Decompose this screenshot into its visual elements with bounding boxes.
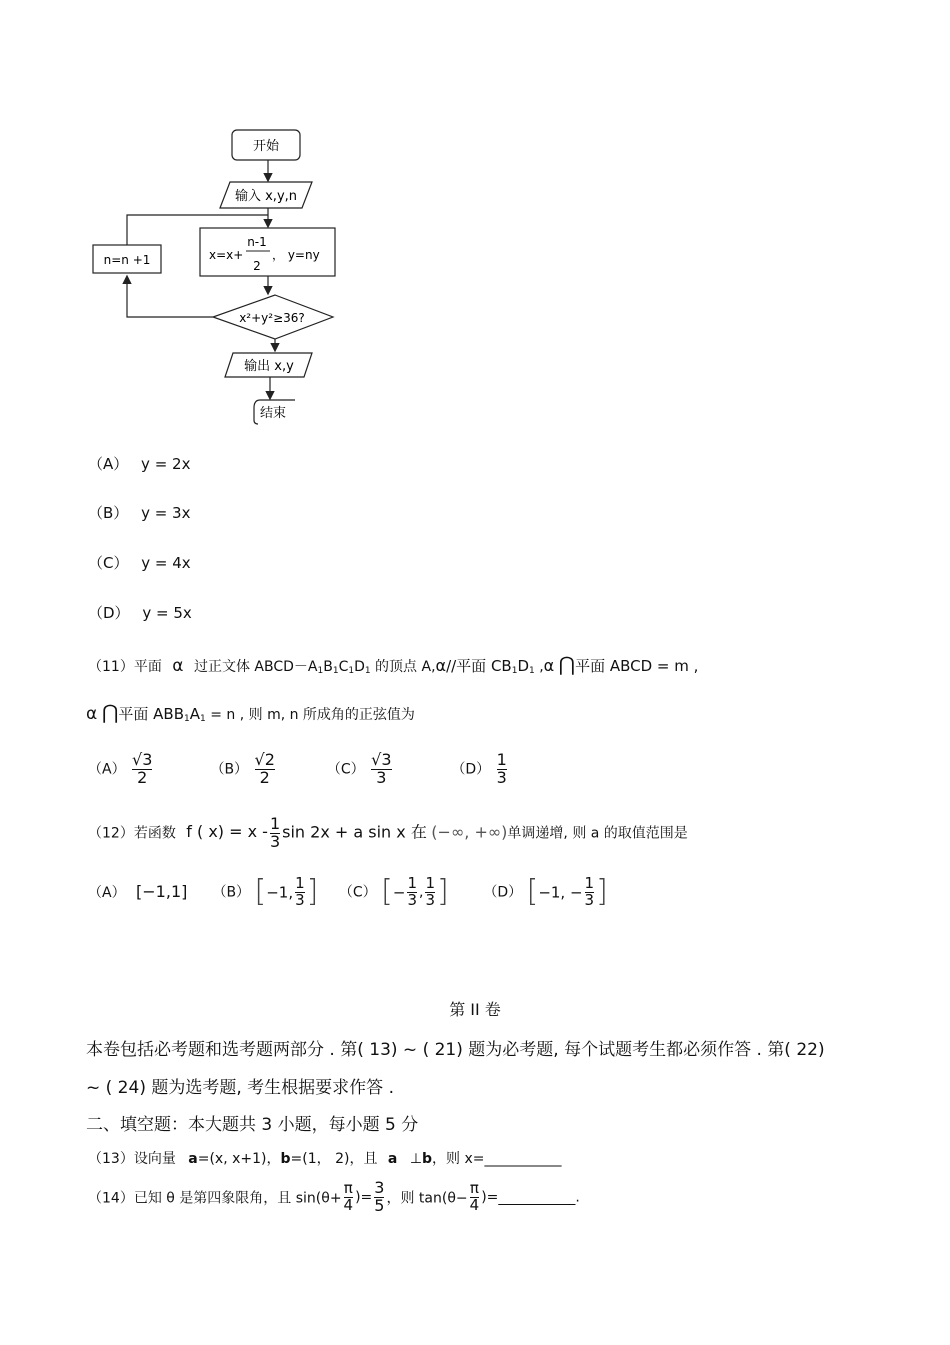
perp-symbol: ⊥ [409, 1151, 423, 1167]
q10-option-b [88, 502, 190, 523]
alpha-symbol: α [435, 656, 447, 675]
part2-intro-line2: ~ ( 24) 题为选考题, 考生根据要求作答 . [86, 1078, 394, 1098]
option-text: y = 4x [141, 554, 191, 572]
q11-text-b: 过正文体 ABCD－A [193, 659, 318, 675]
q11-option-d [451, 752, 531, 787]
option-value: [−1,1] [136, 882, 188, 902]
option-label: （D） [451, 761, 491, 778]
q10-option-c [88, 552, 191, 573]
sub-1: 1 [364, 666, 371, 676]
q14-eq: )= [355, 1189, 373, 1206]
alpha-symbol: α [172, 656, 184, 676]
q13-mid1: =(x, x+1)， [197, 1151, 281, 1167]
option-text: y = 3x [141, 504, 191, 522]
q14-mid: ，则 tan(θ− [386, 1190, 468, 1207]
q11-line2-c: = n , 则 m, n 所成角的正弦值为 [205, 707, 415, 723]
option-label: （C） [338, 884, 377, 901]
sub-1: 1 [348, 666, 355, 676]
q12-option-b: （B） [−1, $\frac{1}{3}$ ] [212, 874, 319, 910]
q12-option-a [88, 882, 208, 902]
q11-text-h: D [517, 657, 530, 675]
q11-option-a [88, 752, 206, 787]
q11-text-f: 的顶点 A, [375, 659, 436, 675]
q13-prefix: （13）设向量 [88, 1151, 176, 1167]
q11-text-c: B [323, 659, 333, 675]
vector-a: a [188, 1151, 198, 1167]
fraction: $\frac{√2}{2}$ [254, 750, 275, 787]
part2-title: 第 II 卷 [449, 1000, 501, 1019]
option-value: −1, − [538, 883, 583, 902]
sub-1: 1 [529, 666, 535, 676]
q13 [88, 1148, 562, 1168]
alpha-symbol: α [86, 704, 98, 724]
q12-stem [88, 816, 688, 851]
vector-b: b [422, 1151, 433, 1167]
cap-symbol: ⋂ [558, 652, 576, 676]
q14-suffix: )=___________. [481, 1189, 580, 1206]
option-label: （B） [210, 761, 249, 778]
option-text: y = 5x [142, 604, 192, 622]
q11-line2 [86, 700, 415, 724]
q11-option-c [327, 752, 447, 787]
fraction: $\frac{√3}{2}$ [132, 750, 153, 787]
q11-text-j: 平面 ABCD = m , [575, 657, 699, 675]
q10-option-d [88, 602, 192, 623]
alpha-symbol: α [543, 656, 555, 675]
q11-text-e: D [354, 659, 365, 675]
fraction: $\frac{1}{3}$ [407, 874, 417, 909]
option-label: （A） [88, 455, 129, 473]
flow-input-text: 输入 x,y,n [234, 189, 298, 204]
q13-mid2: =(1， 2)，且 [290, 1151, 378, 1167]
fraction: $\frac{\pi}{4}$ [469, 1179, 480, 1214]
fraction: $\frac{\pi}{4}$ [343, 1179, 354, 1214]
sub-1: 1 [332, 666, 339, 676]
q12-suffix: 单调递增, 则 a 的取值范围是 [507, 825, 688, 842]
q11-options [88, 752, 531, 787]
flow-start-text: 开始 [252, 139, 280, 154]
section-heading: 二、填空题：本大题共 3 小题，每小题 5 分 [86, 1115, 419, 1135]
q11-text-d: C [338, 659, 349, 675]
q12-option-c: （C） [− $\frac{1}{3}$ , $\frac{1}{3}$ ] [338, 874, 449, 910]
option-label: （C） [88, 554, 129, 572]
option-value: − [392, 883, 406, 902]
q12-options [88, 876, 613, 909]
flow-cond-text: x²+y²≥36? [239, 311, 305, 325]
option-value: −1, [266, 883, 294, 902]
fraction: $\frac{3}{5}$ [374, 1178, 385, 1215]
flow-loop-text: n=n +1 [103, 253, 151, 267]
fraction: $\frac{1}{3}$ [425, 874, 435, 909]
q14-prefix: （14）已知 θ 是第四象限角，且 sin(θ+ [88, 1190, 342, 1207]
q13-suffix: ，则 x=___________ [432, 1151, 562, 1167]
option-label: （A） [88, 885, 126, 902]
q12-func-a: f ( x) = x - [186, 822, 268, 842]
q12-option-d: （D） [−1, − $\frac{1}{3}$ ] [483, 874, 608, 910]
option-text: y = 2x [141, 455, 191, 473]
cap-symbol: ⋂ [102, 700, 119, 724]
q11-text-g: //平面 CB [446, 657, 512, 675]
sub-1: 1 [317, 666, 324, 676]
vector-a: a [387, 1151, 398, 1167]
q12-func-b: sin 2x + a sin x 在 [282, 822, 427, 842]
q11-text-i: , [534, 659, 544, 675]
q11-line2-b: A [189, 705, 201, 723]
flow-process-x: x=x+ [209, 248, 244, 262]
flowchart [80, 120, 360, 430]
vector-b: b [280, 1151, 291, 1167]
fraction: $\frac{1}{3}$ [584, 874, 595, 909]
flow-process-y: ， y=ny [272, 248, 320, 262]
sub-1: 1 [184, 714, 190, 724]
option-label: （B） [212, 884, 251, 901]
sub-1: 1 [511, 666, 518, 676]
option-label: （D） [88, 604, 130, 622]
flow-process-num: n-1 [247, 235, 267, 249]
q11-prefix: （11）平面 [88, 659, 162, 675]
fraction: $\frac{1}{3}$ [496, 750, 507, 787]
flow-output-text: 输出 x,y [244, 359, 294, 374]
flow-process-den: 2 [253, 259, 261, 273]
option-label: （D） [483, 884, 523, 901]
q14 [88, 1180, 580, 1215]
q11-line1 [88, 652, 698, 676]
fraction: $\frac{1}{3}$ [269, 814, 281, 851]
part2-intro-line1: 本卷包括必考题和选考题两部分 . 第( 13) ~ ( 21) 题为必考题, 每个试题考生都必须作答 . 第( 22) [86, 1040, 825, 1060]
option-label: （B） [88, 504, 129, 522]
fraction: $\frac{1}{3}$ [295, 874, 305, 909]
q12-interval: (−∞, +∞) [431, 822, 508, 842]
option-label: （C） [326, 761, 365, 778]
option-label: （A） [88, 761, 126, 778]
q10-option-a [88, 453, 190, 474]
sub-1: 1 [200, 714, 206, 724]
flow-end-text: 结束 [259, 406, 287, 421]
fraction: $\frac{√3}{3}$ [371, 750, 392, 787]
q11-option-b [210, 752, 322, 787]
q11-line2-a: 平面 ABB [118, 705, 185, 723]
q12-prefix: （12）若函数 [88, 825, 176, 842]
